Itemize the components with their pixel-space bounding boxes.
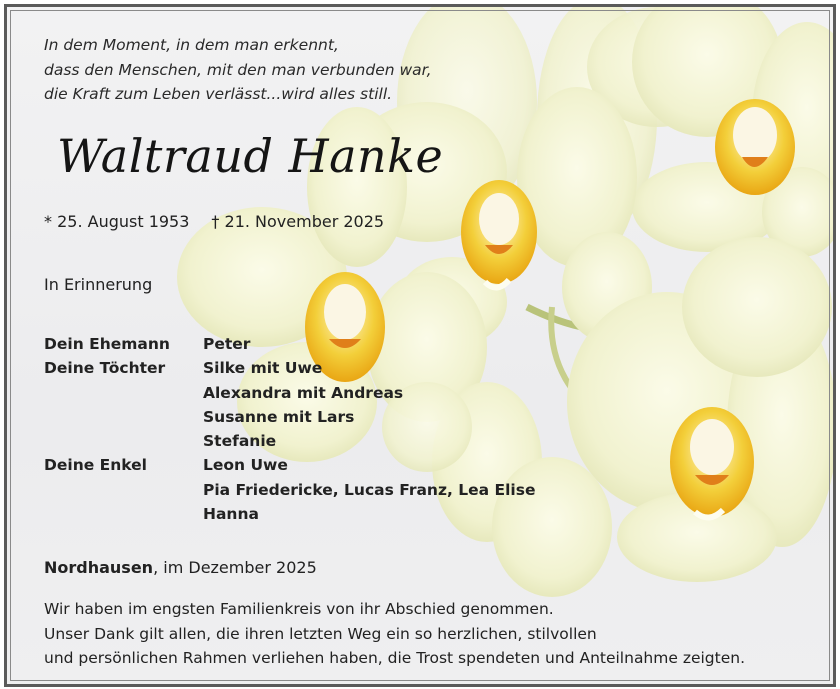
family-row: [44, 381, 535, 405]
family-name: Susanne mit Lars: [203, 407, 355, 426]
obituary-notice: [4, 4, 836, 687]
family-row: [44, 405, 535, 429]
family-name: Leon Uwe: [203, 456, 288, 475]
deceased-name: Waltraud Hanke: [57, 129, 444, 183]
place-date-text: , im Dezember 2025: [153, 558, 317, 577]
quote-line: dass den Menschen, mit den man verbunden war,: [44, 60, 432, 79]
family-row: [44, 429, 535, 453]
family-row: [44, 332, 535, 356]
thanks-line: Unser Dank gilt allen, die ihren letzten Weg ein so herzlichen, stilvollen: [44, 624, 597, 643]
relation-label: Deine Töchter: [44, 359, 166, 378]
family-name: Stefanie: [203, 432, 277, 451]
thanks-line: und persönlichen Rahmen verliehen haben, die Trost spendeten und Anteilnahme zeigten.: [44, 649, 746, 667]
thanks-line: Wir haben im engsten Familienkreis von ihr Abschied genommen.: [44, 600, 554, 618]
relation-label: Deine Enkel: [44, 456, 147, 475]
family-name: Pia Friedericke, Lucas Franz, Lea Elise: [203, 480, 536, 499]
family-row: [44, 478, 535, 502]
death-date: † 21. November 2025: [211, 212, 385, 231]
thanks-text: [44, 597, 745, 671]
place-date: [44, 558, 317, 577]
family-row: [44, 356, 535, 380]
quote-line: In dem Moment, in dem man erkennt,: [44, 36, 339, 54]
family-list: [44, 332, 535, 526]
life-dates: [44, 212, 384, 231]
family-row: [44, 453, 535, 477]
quote-line: die Kraft zum Leben verlässt...wird alles still.: [44, 85, 393, 103]
quote: [44, 33, 432, 107]
birth-date: * 25. August 1953: [44, 212, 190, 231]
relation-label: Dein Ehemann: [44, 335, 170, 353]
family-row: [44, 502, 535, 526]
place-city: Nordhausen: [44, 558, 154, 577]
family-name: Peter: [203, 335, 251, 353]
family-name: Silke mit Uwe: [203, 359, 323, 378]
family-name: Hanna: [203, 505, 259, 524]
memory-label: In Erinnerung: [44, 275, 153, 294]
family-name: Alexandra mit Andreas: [203, 383, 404, 402]
